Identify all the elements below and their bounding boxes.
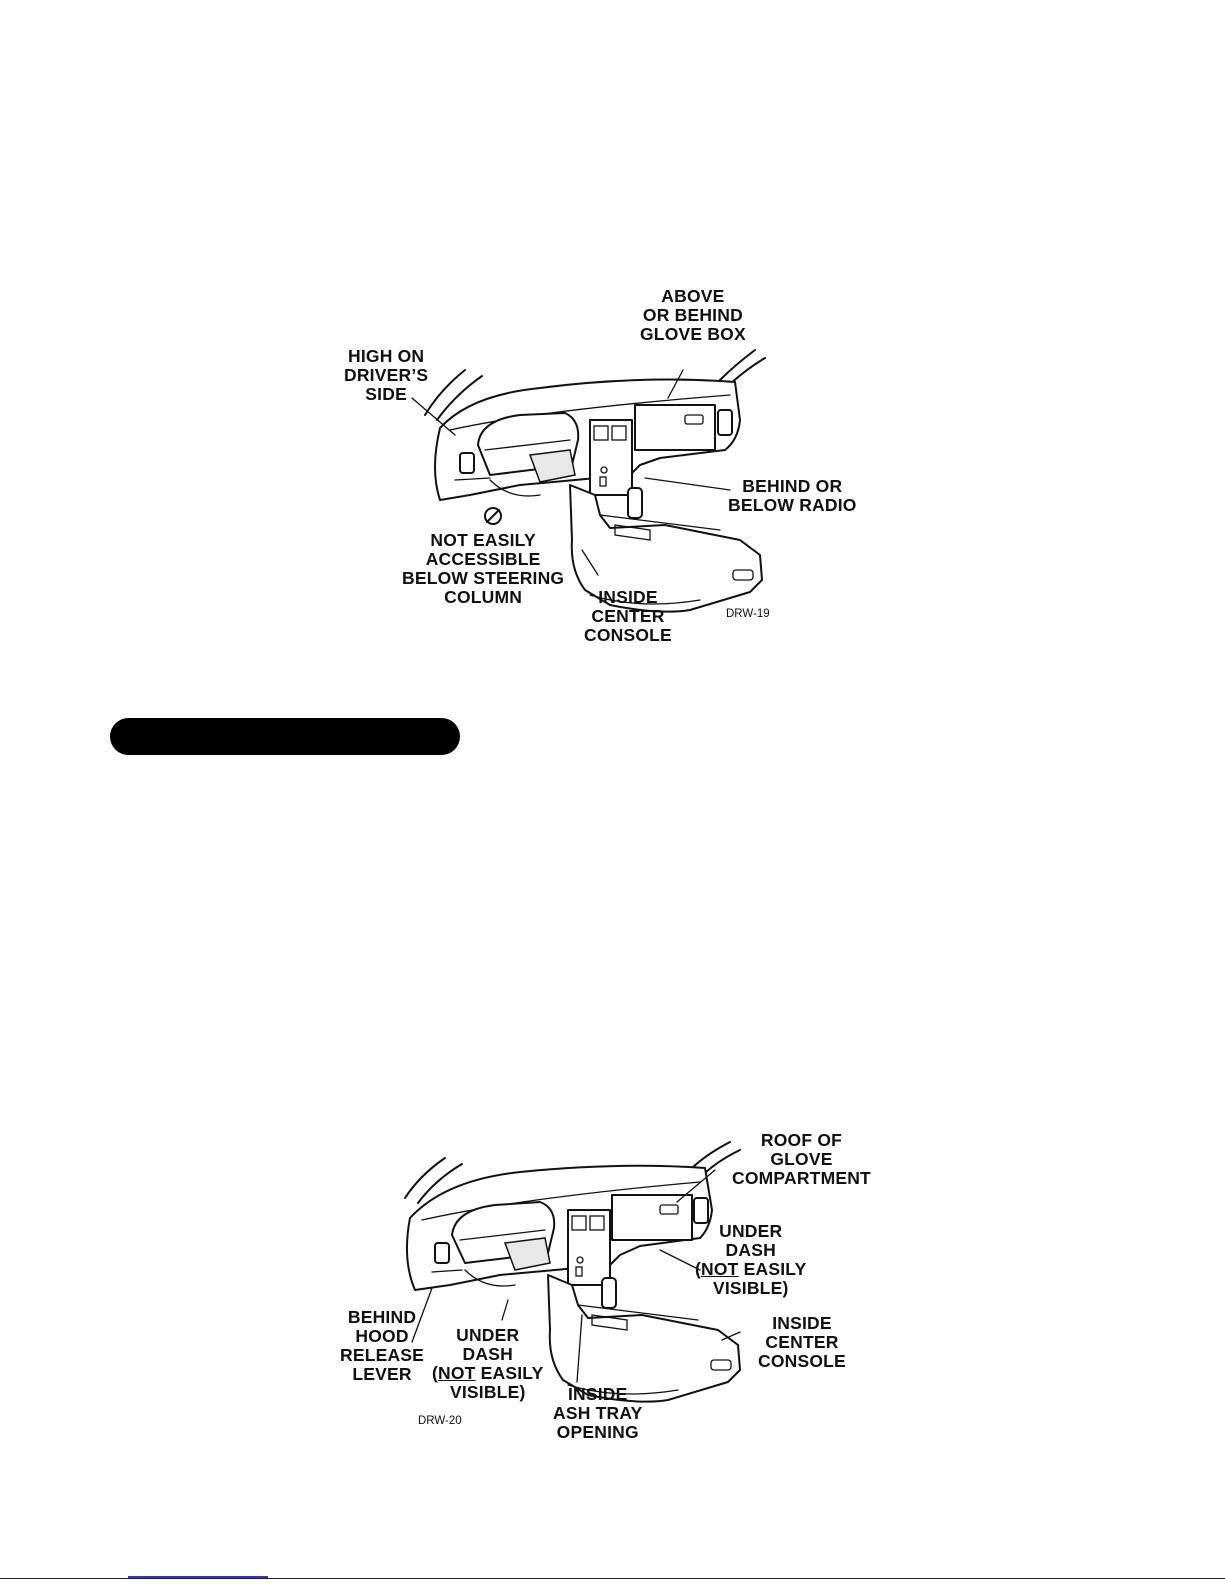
callout-line: DASH [462, 1344, 513, 1364]
callout-line: BELOW STEERING [402, 568, 565, 588]
section-header-bar [110, 718, 460, 755]
underlined-not: NOT [701, 1259, 739, 1279]
callout-under-dash-left [432, 1326, 543, 1402]
callout-line: RELEASE [340, 1345, 425, 1365]
paren: ( [695, 1259, 702, 1279]
callout-line: NOT EASILY [430, 530, 536, 550]
callout-line [695, 1260, 806, 1279]
drawing-id: DRW-20 [418, 1415, 462, 1427]
callout-line: GLOVE BOX [640, 324, 746, 344]
callout-inside-ash-tray-opening [553, 1385, 642, 1442]
callout-line: OR BEHIND [642, 305, 743, 325]
callout-not-easily-accessible [402, 531, 564, 607]
paren: ( [432, 1363, 439, 1383]
dashboard-diagram-1 [0, 270, 1225, 660]
callout-line: ACCESSIBLE [425, 549, 541, 569]
callout-line: ROOF OF [760, 1130, 843, 1150]
callout-line: BEHIND [347, 1307, 417, 1327]
callout-above-glove-box [640, 287, 746, 344]
callout-line [432, 1364, 543, 1383]
callout-line: VISIBLE) [449, 1382, 526, 1402]
callout-line: DASH [725, 1240, 776, 1260]
callout-line: GLOVE [770, 1149, 833, 1169]
callout-line: INSIDE [598, 587, 658, 607]
footer-link-underline[interactable] [128, 1576, 268, 1578]
callout-inside-center-console [758, 1314, 846, 1371]
callout-line: DRIVER’S [344, 365, 429, 385]
callout-line: CONSOLE [758, 1351, 846, 1371]
callout-line: SIDE [365, 384, 407, 404]
callout-line: UNDER [456, 1325, 520, 1345]
drawing-id: DRW-19 [726, 608, 770, 620]
footer-rule [0, 1578, 1225, 1579]
callout-behind-below-radio [728, 477, 857, 515]
dashboard-diagram-2 [0, 1110, 1225, 1440]
callout-line: INSIDE [772, 1313, 832, 1333]
callout-behind-hood-release-lever [340, 1308, 424, 1384]
callout-line: COMPARTMENT [732, 1168, 871, 1188]
callout-line: HIGH ON [348, 346, 425, 366]
callout-line: ASH TRAY [553, 1403, 643, 1423]
callout-line: LEVER [352, 1364, 412, 1384]
callout-line: ABOVE [661, 286, 725, 306]
callout-text: EASILY [475, 1363, 544, 1383]
callout-line: CENTER [591, 606, 665, 626]
callout-roof-of-glove-compartment [732, 1131, 871, 1188]
callout-line: COLUMN [444, 587, 523, 607]
underlined-not: NOT [438, 1363, 476, 1383]
callout-line: CENTER [765, 1332, 839, 1352]
callout-line: BEHIND OR [742, 476, 843, 496]
callout-line: VISIBLE) [712, 1278, 789, 1298]
callout-text: EASILY [738, 1259, 807, 1279]
callout-high-drivers-side [344, 347, 428, 404]
callout-line: BELOW RADIO [728, 495, 857, 515]
callout-under-dash-right [695, 1222, 806, 1298]
callout-line: OPENING [556, 1422, 639, 1442]
callout-line: UNDER [719, 1221, 783, 1241]
callout-line: INSIDE [567, 1384, 628, 1404]
callout-inside-center-console [584, 588, 672, 645]
callout-line: HOOD [355, 1326, 409, 1346]
callout-line: CONSOLE [584, 625, 672, 645]
